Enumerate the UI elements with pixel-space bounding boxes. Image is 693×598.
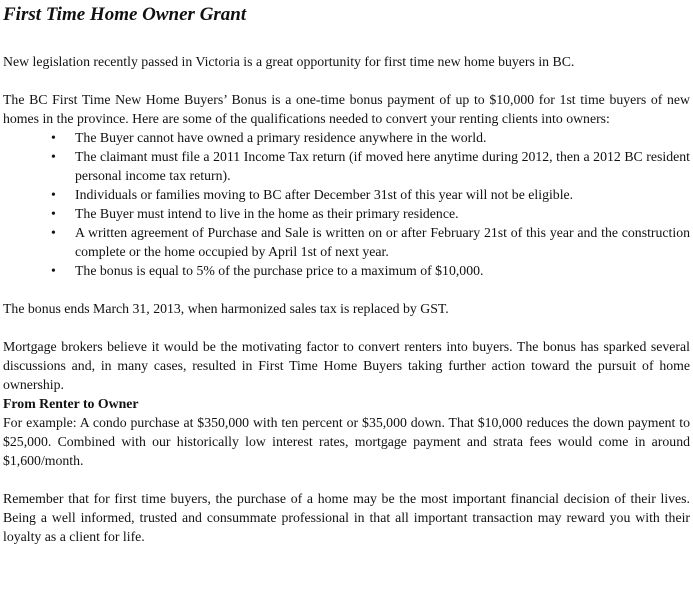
bonus-end-paragraph: The bonus ends March 31, 2013, when harmonized sales tax is replaced by GST. [3,301,449,316]
list-item: • The Buyer must intend to live in the home as their primary residence. [75,204,690,223]
closing-paragraph: Remember that for first time buyers, the purchase of a home may be the most important financial decision of their lives. Being a well informed, trusted and consummate professional in that all important transaction may reward you with their loyalty as a client for life. [3,491,690,544]
qualifications-list [3,128,690,280]
list-item: • Individuals or families moving to BC after December 31st of this year will not be eligible. [75,185,690,204]
list-item: • A written agreement of Purchase and Sale is written on or after February 21st of this year and the construction complete or the home occupied by April 1st of next year. [75,223,690,261]
list-item: • The Buyer cannot have owned a primary residence anywhere in the world. [75,128,690,147]
bonus-paragraph: The BC First Time New Home Buyers’ Bonus is a one-time bonus payment of up to $10,000 for 1st time buyers of new homes in the province. Here are some of the qualifications needed to convert your renting clients into owners: [3,92,690,126]
brokers-paragraph: Mortgage brokers believe it would be the motivating factor to convert renters into buyers. The bonus has sparked several discussions and, in many cases, resulted in First Time Home Buyers taking further action toward the pursuit of home ownership. [3,339,690,392]
section-subheading: From Renter to Owner [3,396,139,411]
intro-paragraph: New legislation recently passed in Victoria is a great opportunity for first time new home buyers in BC. [3,54,575,69]
list-item: • The claimant must file a 2011 Income Tax return (if moved here anytime during 2012, then a 2012 BC resident personal income tax return). [75,147,690,185]
document-title: First Time Home Owner Grant [3,4,247,25]
list-item: • The bonus is equal to 5% of the purchase price to a maximum of $10,000. [75,261,690,280]
example-paragraph: For example: A condo purchase at $350,000 with ten percent or $35,000 down. That $10,000 reduces the down payment to $25,000. Combined with our historically low interest rates, mortgage payment and strata fees would come in around $1,600/month. [3,415,690,468]
